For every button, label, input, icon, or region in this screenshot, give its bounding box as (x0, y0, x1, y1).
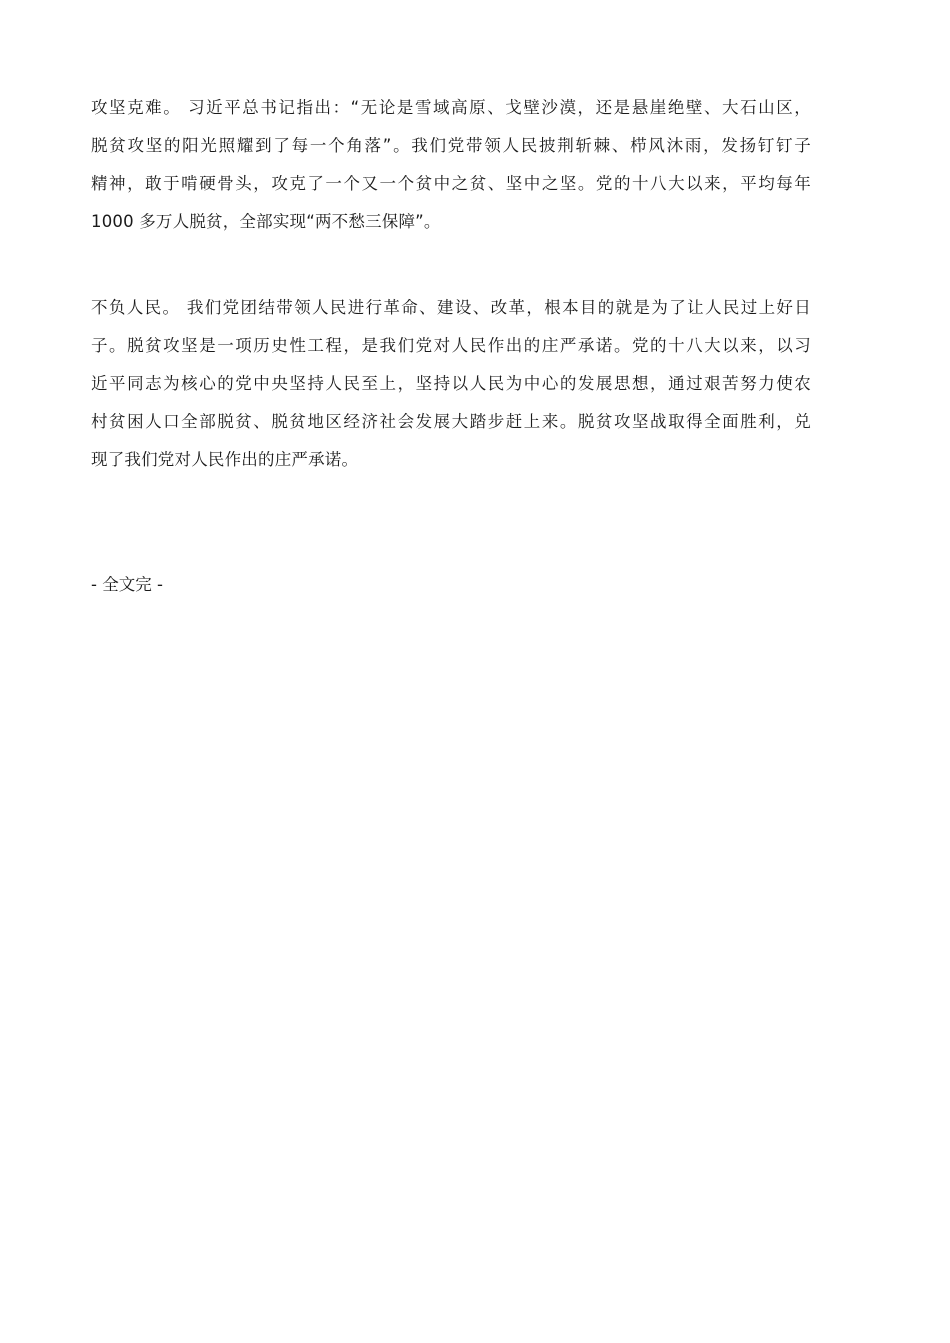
paragraph-line: 村贫困人口全部脱贫、脱贫地区经济社会发展大踏步赶上来。脱贫攻坚战取得全面胜利，兑 (91, 412, 811, 431)
paragraph-living-up-to-people (91, 289, 811, 479)
paragraph-line: 1000 多万人脱贫，全部实现“两不愁三保障”。 (91, 212, 441, 231)
paragraph-line: 精神，敢于啃硬骨头，攻克了一个又一个贫中之贫、坚中之坚。党的十八大以来，平均每年 (91, 174, 811, 193)
paragraph-overcoming-difficulties (91, 89, 811, 241)
paragraph-line: 子。脱贫攻坚是一项历史性工程，是我们党对人民作出的庄严承诺。党的十八大以来，以习 (91, 336, 811, 355)
paragraph-line: 攻坚克难。 习近平总书记指出：“无论是雪域高原、戈壁沙漠，还是悬崖绝壁、大石山区， (91, 98, 811, 117)
end-of-text-mark: - 全文完 - (91, 575, 163, 594)
paragraph-line: 现了我们党对人民作出的庄严承诺。 (91, 450, 359, 469)
paragraph-line: 近平同志为核心的党中央坚持人民至上，坚持以人民为中心的发展思想，通过艰苦努力使农 (91, 374, 811, 393)
paragraph-line: 不负人民。 我们党团结带领人民进行革命、建设、改革，根本目的就是为了让人民过上好日 (91, 298, 811, 317)
paragraph-line: 脱贫攻坚的阳光照耀到了每一个角落”。我们党带领人民披荆斩棘、栉风沐雨，发扬钉钉子 (91, 136, 811, 155)
